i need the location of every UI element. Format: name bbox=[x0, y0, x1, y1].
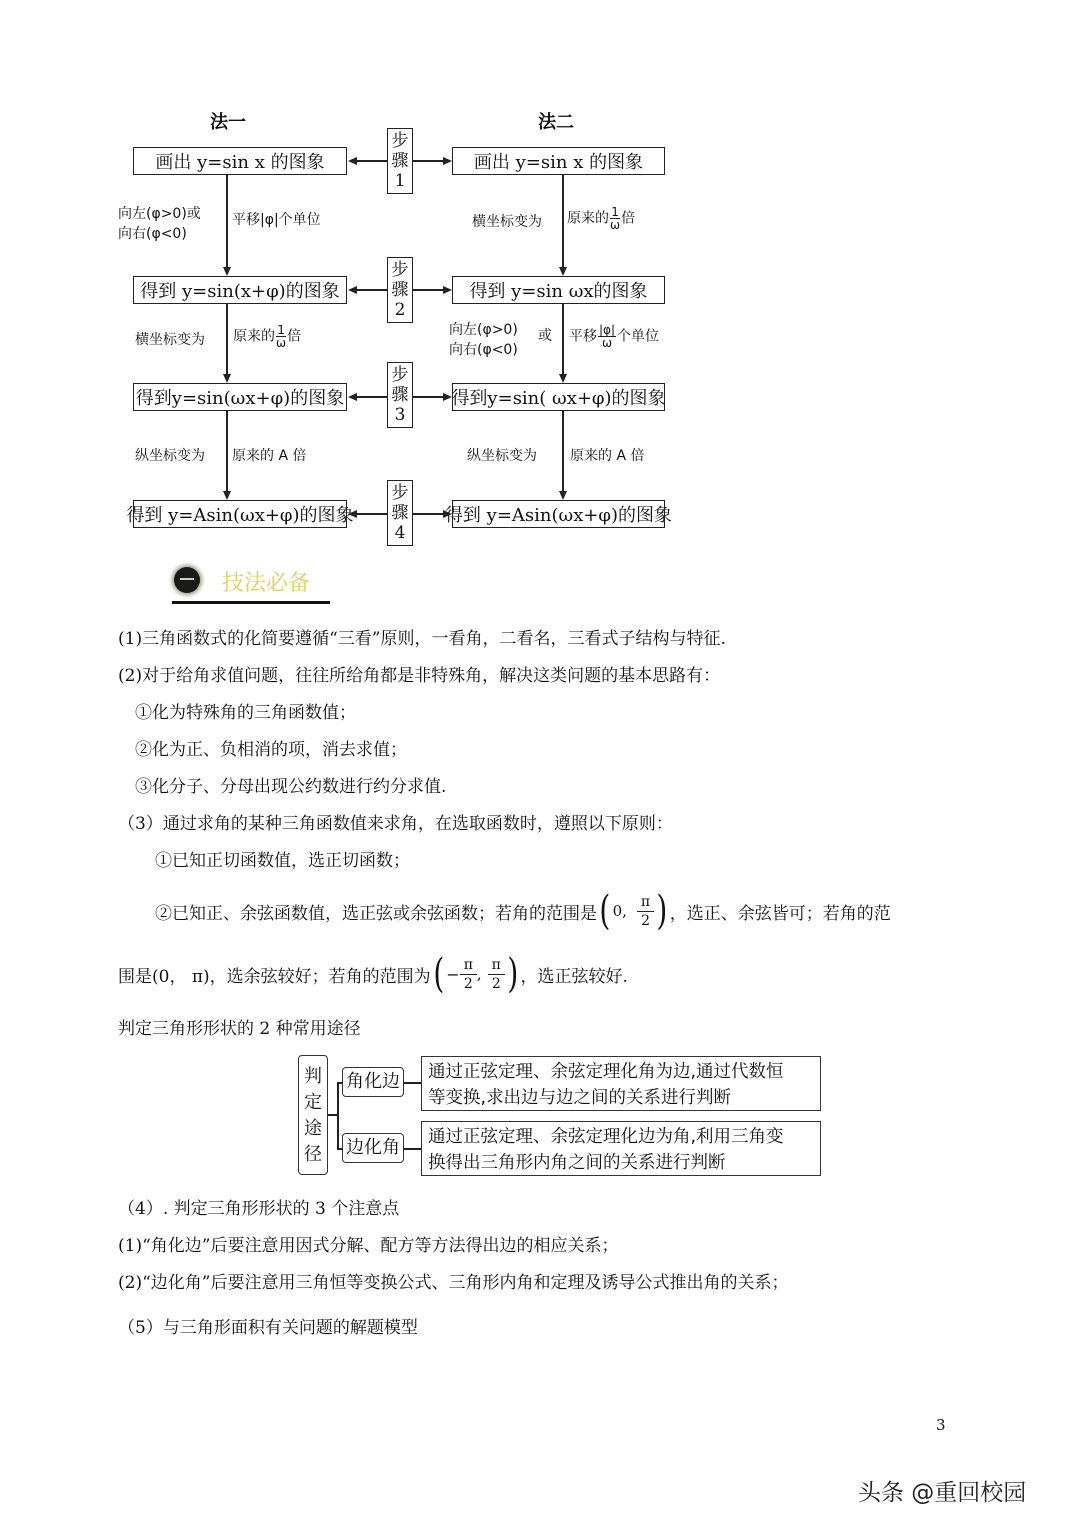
right-box-3: 得到y=sin( ωx+φ)的图象 bbox=[452, 383, 665, 411]
step-char: 步 bbox=[391, 483, 409, 503]
fraction bbox=[598, 324, 616, 349]
arrow-right-icon bbox=[443, 157, 452, 165]
fraction bbox=[610, 206, 620, 231]
denominator: 2 bbox=[641, 912, 650, 929]
step-char: 骤 bbox=[391, 503, 409, 523]
numerator: π bbox=[488, 956, 505, 975]
badge-underline bbox=[172, 601, 330, 604]
watermark: 头条 @重回校园 bbox=[858, 1480, 1027, 1506]
label-text: 个单位 bbox=[617, 328, 660, 345]
method1-title: 法一 bbox=[210, 112, 246, 133]
text: ，选正弦较好. bbox=[520, 966, 628, 987]
method2-title: 法二 bbox=[538, 112, 574, 133]
label-text: 倍 bbox=[287, 328, 302, 345]
left-box-1: 画出 y=sin x 的图象 bbox=[133, 147, 347, 175]
step-char: 步 bbox=[391, 365, 409, 385]
left-transition-1-condition bbox=[118, 204, 201, 244]
left-transition-3-label: 纵坐标变为 bbox=[135, 448, 205, 464]
arrow-down-icon bbox=[559, 267, 567, 276]
connector bbox=[413, 396, 444, 398]
root-box bbox=[298, 1055, 328, 1175]
branch-desc-2 bbox=[421, 1121, 821, 1176]
step-box-1 bbox=[387, 128, 413, 194]
badge-circle-icon bbox=[174, 567, 200, 593]
denominator: 2 bbox=[491, 975, 501, 992]
arrow-right-icon bbox=[443, 393, 452, 401]
label-line: 向左(φ>0) bbox=[449, 322, 518, 338]
step-box-2 bbox=[387, 257, 413, 323]
arrow-left-icon bbox=[348, 157, 357, 165]
connector bbox=[337, 1082, 339, 1148]
right-transition-2-action bbox=[569, 324, 659, 349]
connector bbox=[226, 411, 228, 491]
connector bbox=[355, 160, 387, 162]
comma: , bbox=[476, 965, 482, 983]
step-char: 骤 bbox=[391, 385, 409, 405]
label-line: 向左(φ>0)或 bbox=[118, 206, 201, 222]
desc-line: 通过正弦定理、余弦定理化角为边,通过代数恒 bbox=[428, 1062, 784, 1082]
text: ②已知正、余弦函数值，选正弦或余弦函数；若角的范围是 bbox=[155, 903, 597, 924]
minus-sign: − bbox=[446, 964, 460, 984]
paragraph-4-item-2: (2)“边化角”后要注意用三角恒等变换公式、三角形内角和定理及诱导公式推出角的关系； bbox=[118, 1273, 789, 1293]
numerator: π bbox=[460, 956, 477, 975]
connector bbox=[226, 175, 228, 267]
left-transition-2-label: 横坐标变为 bbox=[135, 332, 205, 348]
denominator: 2 bbox=[463, 975, 473, 992]
arrow-right-icon bbox=[443, 510, 452, 518]
connector bbox=[404, 1148, 422, 1150]
triangle-title: 判定三角形形状的 2 种常用途径 bbox=[118, 1019, 361, 1039]
right-transition-2-or: 或 bbox=[538, 328, 552, 344]
label-text: 倍 bbox=[621, 210, 636, 227]
text: ，选正、余弦皆可；若角的范 bbox=[669, 903, 891, 924]
label-text: 原来的 bbox=[567, 210, 609, 227]
branch-label-2: 边化角 bbox=[342, 1133, 404, 1163]
label-line: 向右(φ<0) bbox=[449, 342, 518, 358]
paragraph-4-item-1: (1)“角化边”后要注意用因式分解、配方等方法得出边的相应关系； bbox=[118, 1236, 619, 1256]
bracket-open: ( bbox=[599, 888, 611, 934]
right-box-1: 画出 y=sin x 的图象 bbox=[452, 147, 665, 175]
numerator: 1 bbox=[277, 323, 285, 337]
numerator: 1 bbox=[611, 205, 619, 219]
right-transition-3-label: 纵坐标变为 bbox=[467, 448, 537, 464]
connector bbox=[355, 396, 387, 398]
paragraph-1: (1)三角函数式的化简要遵循“三看”原则，一看角，二看名，三看式子结构与特征. bbox=[118, 629, 726, 649]
arrow-down-icon bbox=[223, 374, 231, 383]
desc-line: 换得出三角形内角之间的关系进行判断 bbox=[428, 1153, 726, 1173]
left-transition-2-action bbox=[233, 324, 301, 349]
arrow-down-icon bbox=[559, 491, 567, 500]
paragraph-3: （3）通过求角的某种三角函数值来求角，在选取函数时，遵照以下原则： bbox=[118, 814, 673, 834]
step-char: 骤 bbox=[391, 151, 409, 171]
interval-start: 0, bbox=[612, 902, 627, 920]
root-char: 定 bbox=[304, 1092, 322, 1113]
connector bbox=[413, 289, 444, 291]
paragraph-2: (2)对于给角求值问题，往往所给角都是非特殊角，解决这类问题的基本思路有： bbox=[118, 666, 721, 686]
badge-title: 技法必备 bbox=[222, 571, 311, 596]
right-transition-1-label: 横坐标变为 bbox=[472, 214, 542, 230]
fraction bbox=[637, 893, 654, 930]
step-box-3 bbox=[387, 362, 413, 428]
fraction bbox=[460, 956, 477, 993]
arrow-down-icon bbox=[223, 491, 231, 500]
step-box-4 bbox=[387, 480, 413, 546]
paragraph-2-item-1: ①化为特殊角的三角函数值； bbox=[135, 703, 356, 723]
connector bbox=[413, 513, 444, 515]
step-number: 4 bbox=[394, 523, 406, 543]
connector bbox=[404, 1082, 422, 1084]
right-box-2: 得到 y=sin ωx的图象 bbox=[452, 276, 665, 304]
arrow-left-icon bbox=[348, 286, 357, 294]
bracket-close: ) bbox=[507, 951, 519, 997]
step-number: 2 bbox=[394, 300, 406, 320]
right-box-4: 得到 y=Asin(ωx+φ)的图象 bbox=[452, 500, 665, 528]
arrow-left-icon bbox=[348, 510, 357, 518]
connector bbox=[562, 175, 564, 267]
connector bbox=[226, 304, 228, 374]
step-char: 骤 bbox=[391, 280, 409, 300]
text: 围是(0， π)，选余弦较好；若角的范围为 bbox=[118, 966, 431, 987]
connector bbox=[562, 411, 564, 491]
root-char: 途 bbox=[304, 1118, 322, 1139]
branch-desc-1 bbox=[421, 1056, 821, 1111]
connector bbox=[355, 513, 387, 515]
root-char: 径 bbox=[304, 1144, 322, 1165]
right-transition-3-action: 原来的 A 倍 bbox=[570, 448, 645, 464]
denominator: ω bbox=[276, 336, 287, 350]
connector bbox=[355, 289, 387, 291]
paragraph-3-item-2-line-2 bbox=[118, 951, 628, 997]
connector bbox=[413, 160, 444, 162]
numerator: π bbox=[637, 893, 654, 912]
paragraph-2-item-3: ③化分子、分母出现公约数进行约分求值. bbox=[135, 777, 447, 797]
fraction bbox=[276, 324, 286, 349]
bracket-open: ( bbox=[433, 951, 444, 997]
right-transition-1-action bbox=[567, 206, 635, 231]
paragraph-3-item-1: ①已知正切函数值，选正切函数； bbox=[155, 851, 410, 871]
left-box-3: 得到y=sin(ωx+φ)的图象 bbox=[133, 383, 347, 411]
label-line: 向右(φ<0) bbox=[118, 226, 187, 242]
arrow-down-icon bbox=[559, 374, 567, 383]
root-char: 判 bbox=[304, 1066, 322, 1087]
paragraph-2-item-2: ②化为正、负相消的项，消去求值； bbox=[135, 740, 407, 760]
denominator: ω bbox=[610, 218, 621, 232]
step-char: 步 bbox=[391, 131, 409, 151]
connector bbox=[562, 304, 564, 374]
paragraph-4: （4）. 判定三角形形状的 3 个注意点 bbox=[118, 1199, 400, 1219]
arrow-right-icon bbox=[443, 286, 452, 294]
fraction bbox=[488, 956, 505, 993]
label-text: 原来的 bbox=[233, 328, 275, 345]
bracket-close: ) bbox=[656, 888, 668, 934]
arrow-down-icon bbox=[223, 267, 231, 276]
left-box-4: 得到 y=Asin(ωx+φ)的图象 bbox=[133, 500, 347, 528]
step-number: 1 bbox=[394, 171, 406, 191]
denominator: ω bbox=[601, 336, 613, 350]
left-box-2: 得到 y=sin(x+φ)的图象 bbox=[133, 276, 347, 304]
left-transition-3-action: 原来的 A 倍 bbox=[232, 448, 307, 464]
numerator: |φ| bbox=[599, 323, 616, 337]
step-number: 3 bbox=[394, 405, 406, 425]
paragraph-3-item-2-line-1 bbox=[155, 888, 891, 934]
branch-label-1: 角化边 bbox=[342, 1067, 404, 1097]
right-transition-2-condition bbox=[449, 320, 518, 360]
step-char: 步 bbox=[391, 260, 409, 280]
desc-line: 通过正弦定理、余弦定理化边为角,利用三角变 bbox=[428, 1127, 784, 1147]
paragraph-5: （5）与三角形面积有关问题的解题模型 bbox=[118, 1318, 418, 1338]
arrow-left-icon bbox=[348, 393, 357, 401]
desc-line: 等变换,求出边与边之间的关系进行判断 bbox=[428, 1088, 732, 1108]
label-text: 平移 bbox=[569, 328, 597, 345]
left-transition-1-action: 平移|φ|个单位 bbox=[232, 212, 321, 228]
page-number: 3 bbox=[936, 1416, 946, 1434]
